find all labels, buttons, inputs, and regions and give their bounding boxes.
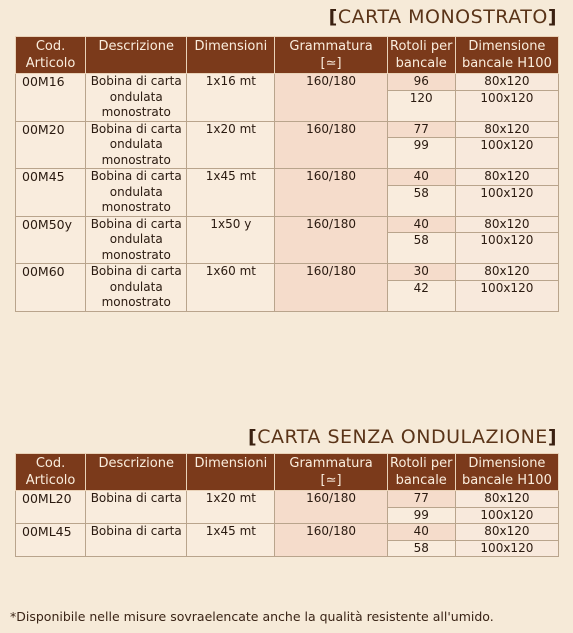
header-dimensioni: Dimensioni: [187, 37, 275, 74]
cell-rotoli: 99: [387, 507, 455, 524]
cell-gram: 160/180: [275, 121, 387, 169]
section-title-text: CARTA MONOSTRATO: [337, 6, 548, 28]
header-descrizione: Descrizione: [86, 454, 187, 491]
section-title-text: CARTA SENZA ONDULAZIONE: [257, 426, 548, 448]
cell-rotoli: 99: [387, 138, 455, 169]
table-header-row: [16, 37, 559, 74]
cell-code: 00M16: [16, 74, 86, 122]
cell-rotoli: 58: [387, 185, 455, 216]
cell-code: 00ML20: [16, 491, 86, 524]
cell-bancale: 80x120: [455, 121, 558, 138]
cell-bancale: 80x120: [455, 264, 558, 281]
section-title-senza-ondulazione: [248, 426, 557, 448]
cell-dim: 1x60 mt: [187, 264, 275, 312]
header-bancale: Dimensione bancale H100: [455, 37, 558, 74]
bracket-close: ]: [547, 6, 557, 28]
cell-dim: 1x45 mt: [187, 524, 275, 557]
bracket-open: [: [328, 6, 338, 28]
cell-desc: Bobina di carta: [86, 524, 187, 557]
cell-gram: 160/180: [275, 74, 387, 122]
cell-bancale: 80x120: [455, 74, 558, 91]
cell-bancale: 100x120: [455, 507, 558, 524]
cell-rotoli: 77: [387, 491, 455, 508]
cell-dim: 1x20 mt: [187, 491, 275, 524]
table-row: [16, 491, 559, 508]
header-descrizione: Descrizione: [86, 37, 187, 74]
cell-dim: 1x45 mt: [187, 169, 275, 217]
cell-code: 00M45: [16, 169, 86, 217]
header-grammatura: Grammatura [≃]: [275, 454, 387, 491]
table-row: [16, 264, 559, 281]
cell-desc: Bobina di carta ondulata monostrato: [86, 169, 187, 217]
cell-rotoli: 40: [387, 169, 455, 186]
cell-rotoli: 96: [387, 74, 455, 91]
header-grammatura: Grammatura [≃]: [275, 37, 387, 74]
cell-dim: 1x20 mt: [187, 121, 275, 169]
cell-desc: Bobina di carta ondulata monostrato: [86, 216, 187, 264]
cell-bancale: 100x120: [455, 540, 558, 557]
cell-bancale: 80x120: [455, 216, 558, 233]
cell-dim: 1x16 mt: [187, 74, 275, 122]
cell-rotoli: 120: [387, 90, 455, 121]
table-row: [16, 524, 559, 541]
table-row: [16, 74, 559, 91]
cell-gram: 160/180: [275, 524, 387, 557]
header-cod-articolo: Cod. Articolo: [16, 37, 86, 74]
table-row: [16, 169, 559, 186]
cell-bancale: 100x120: [455, 233, 558, 264]
cell-rotoli: 42: [387, 280, 455, 311]
footnote: *Disponibile nelle misure sovraelencate anche la qualità resistente all'umido.: [10, 609, 494, 624]
header-bancale: Dimensione bancale H100: [455, 454, 558, 491]
cell-bancale: 100x120: [455, 90, 558, 121]
cell-code: 00ML45: [16, 524, 86, 557]
cell-bancale: 100x120: [455, 138, 558, 169]
cell-gram: 160/180: [275, 169, 387, 217]
cell-code: 00M60: [16, 264, 86, 312]
cell-bancale: 100x120: [455, 280, 558, 311]
cell-bancale: 100x120: [455, 185, 558, 216]
table-monostrato: [15, 36, 559, 312]
cell-rotoli: 30: [387, 264, 455, 281]
cell-gram: 160/180: [275, 216, 387, 264]
header-cod-articolo: Cod. Articolo: [16, 454, 86, 491]
cell-rotoli: 40: [387, 216, 455, 233]
table-header-row: [16, 454, 559, 491]
cell-desc: Bobina di carta ondulata monostrato: [86, 74, 187, 122]
header-rotoli: Rotoli per bancale: [387, 37, 455, 74]
cell-rotoli: 77: [387, 121, 455, 138]
cell-gram: 160/180: [275, 264, 387, 312]
cell-desc: Bobina di carta ondulata monostrato: [86, 264, 187, 312]
cell-desc: Bobina di carta ondulata monostrato: [86, 121, 187, 169]
bracket-close: ]: [547, 426, 557, 448]
cell-bancale: 80x120: [455, 524, 558, 541]
cell-code: 00M50y: [16, 216, 86, 264]
table-row: [16, 121, 559, 138]
cell-gram: 160/180: [275, 491, 387, 524]
cell-bancale: 80x120: [455, 169, 558, 186]
cell-bancale: 80x120: [455, 491, 558, 508]
header-rotoli: Rotoli per bancale: [387, 454, 455, 491]
section-title-monostrato: [329, 6, 557, 28]
table-senza-ondulazione: [15, 453, 559, 557]
table-row: [16, 216, 559, 233]
cell-rotoli: 40: [387, 524, 455, 541]
header-dimensioni: Dimensioni: [187, 454, 275, 491]
bracket-open: [: [248, 426, 258, 448]
cell-desc: Bobina di carta: [86, 491, 187, 524]
cell-code: 00M20: [16, 121, 86, 169]
cell-rotoli: 58: [387, 233, 455, 264]
cell-rotoli: 58: [387, 540, 455, 557]
cell-dim: 1x50 y: [187, 216, 275, 264]
